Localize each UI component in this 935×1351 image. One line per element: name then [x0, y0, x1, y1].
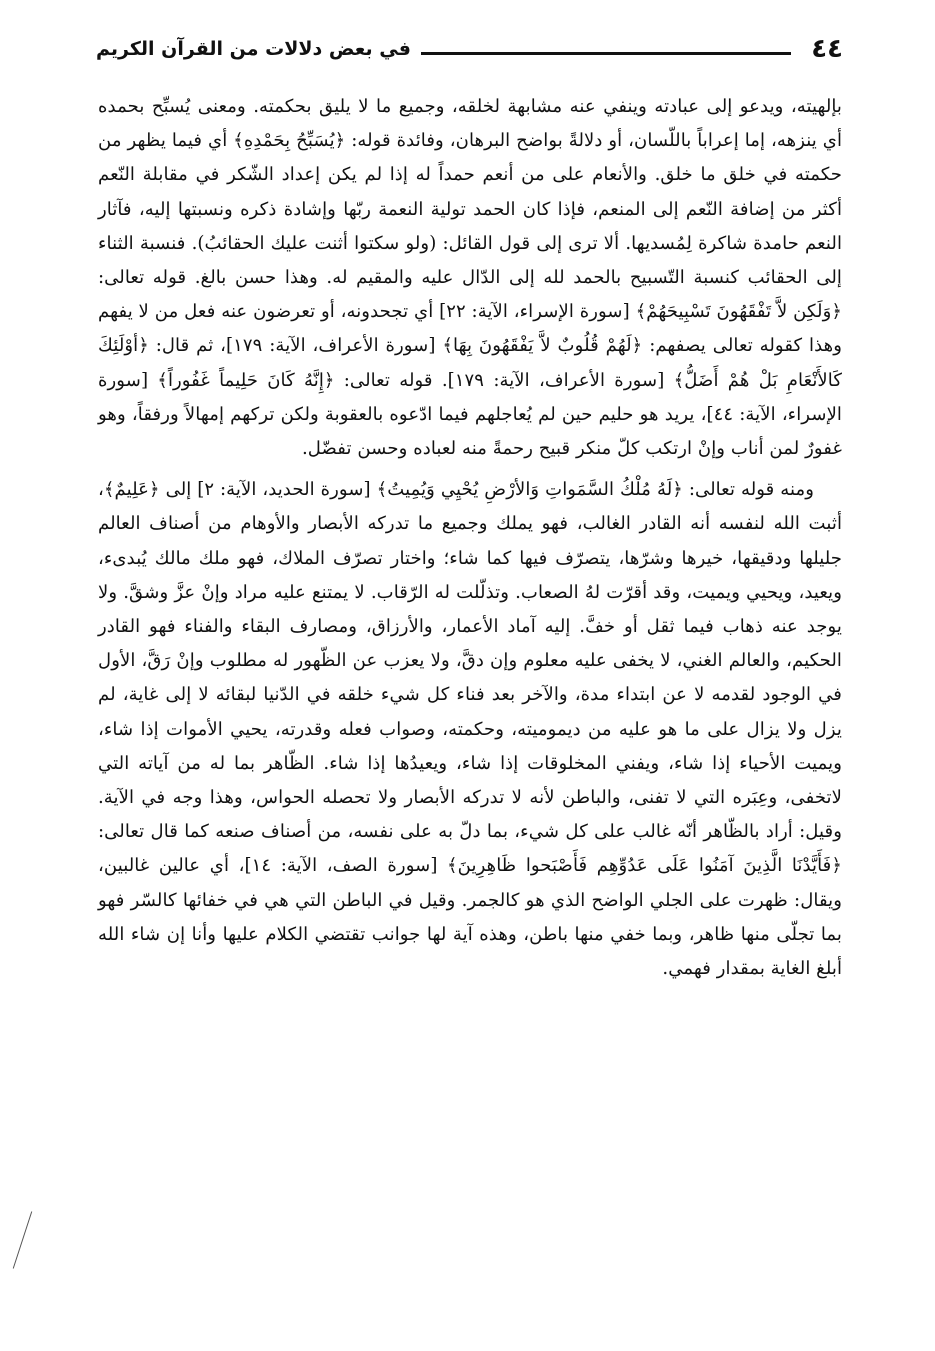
page-number: ٤٤ [811, 34, 843, 64]
paragraph-2: ومنه قوله تعالى: ﴿لَهُ مُلْكُ السَّمَواتِ وَالأرْضِ يُحْيِي وَيُمِيتُ﴾ [سورة الحديد، الآية: ٢] إلى ﴿عَلِيمٌ﴾، أثبت الله لنفسه أنه القادر الغالب، فهو يملك وجميع ما تدركه الأبصار والأوهام من أصناف العالم جليلها ودقيقها، خيرها وشرّها، يتصرّف فيها كما شاء؛ واختار تصرّف الملاك، فهو ملك مالك يُبدىء، ويعيد، ويحيي ويميت، وقد أقرّت لهُ الصعاب. وتذلّلت له الرّقاب. لا يمتنع عليه مراد وإنْ عزَّ وشقَّ. ولا يوجد عنه ذهاب فيما ثقل أو خفَّ. إليه آماد الأعمار، والأرزاق، ومصارف البقاء والفناء فهو القادر الحكيم، والعالم الغني، لا يخفى عليه معلوم وإن دقَّ، ولا يعزب عن الظّهور له مطلوب وإنْ رَقَّ، الأول في الوجود لقدمه لا عن ابتداء مدة، والآخر بعد فناء كل شيء خلقه في الدّنيا لبقائه لا إلى غاية، لم يزل ولا يزال على ما هو عليه من ديموميته، وحكمته، وصواب فعله وقدرته، يحيي الأموات إذا شاء، ويميت الأحياء إذا شاء، ويفني المخلوقات إذا شاء، ويعيدُها إذا شاء. الظّاهر بما له من آياته التي لاتخفى، وعِبَره التي لا تفنى، والباطن لأنه لا تدركه الأبصار ولا تحصله الحواس، وهذا وجه في الآية. وقيل: أراد بالظّاهر أنّه غالب على كل شيء، بما دلّ به على نفسه، من أصناف صنعه كما قال تعالى: ﴿فَأَيَّدْنَا الَّذِينَ آمَنُوا عَلَى عَدُوِّهِم فَأَصْبَحوا ظَاهِرِينَ﴾ [سورة الصف، الآية: ١٤]، أي عالين غالبين، ويقال: ظهرت على الجلي الواضح الذي هو كالجمر. وقيل في الباطن التي هي في خفائها كالسّر فهو بما تجلّى منها ظاهر، وبما خفي منها باطن، وهذه آية لها جوانب تقتضي الكلام عليها وأنا إن شاء الله أبلغ الغاية بمقدار فهمي. [98, 479, 843, 980]
header-rule [421, 52, 791, 55]
page-body [98, 90, 842, 1311]
page-header [96, 28, 843, 70]
running-title: في بعض دلالات من القرآن الكريم [96, 38, 411, 60]
margin-pencil-mark [13, 1211, 32, 1268]
paragraph-1: بإلهيته، ويدعو إلى عبادته وينفي عنه مشابهة لخلقه، وجميع ما لا يليق بحكمته. ومعنى يُسبِّح بحمده أي ينزهه، إما إعراباً باللّسان، أو دلالةً بواضح البرهان، وفائدة قوله: ﴿يُسَبِّحُ بِحَمْدِهِ﴾ أي فيما يظهر من حكمته في خلق ما خلق. والأنعام على من أنعم حمداً له إذا لم يكن إعداد الشّكر في مقابلة النّعم أكثر من إضافة النّعم إلى المنعم، فإذا كان الحمد تولية النعمة ربّها وإشادة ذكره ونسبتها إليه، فآثار النعم حامدة شاكرة لِمُسديها. ألا ترى إلى قول القائل: (ولو سكتوا أثنت عليك الحقائبُ). فنسبة الثناء إلى الحقائب كنسبة التّسبيح بالحمد لله إلى الدّال عليه والمقيم له. وهذا حسن بالغ. قوله تعالى: ﴿وَلَكِن لاَّ تَفْقَهُونَ تَسْبِيحَهُمْ﴾ [سورة الإسراء، الآية: ٢٢] أي تجحدونه، أو تعرضون عنه فعل من لا يفهم وهذا كقوله تعالى يصفهم: ﴿لَهُمْ قُلُوبٌ لاَّ يَفْقَهُونَ بِهَا﴾ [سورة الأعراف، الآية: ١٧٩]، ثم قال: ﴿أوْلَئِكَ كَالأَنْعَامِ بَلْ هُمْ أَضَلُّ﴾ [سورة الأعراف، الآية: ١٧٩]. قوله تعالى: ﴿إِنَّهُ كَانَ حَلِيماً غَفُوراً﴾ [سورة الإسراء، الآية: ٤٤]، يريد هو حليم حين لم يُعاجلهم فيما ادّعوه بالعقوبة ولكن تركهم إمهالاً ورفقاً، وهو غفورٌ لمن أناب وإنْ ارتكب كلّ منكر قبيح رحمةً منه لعباده وحسن تفضّل. [98, 96, 843, 460]
